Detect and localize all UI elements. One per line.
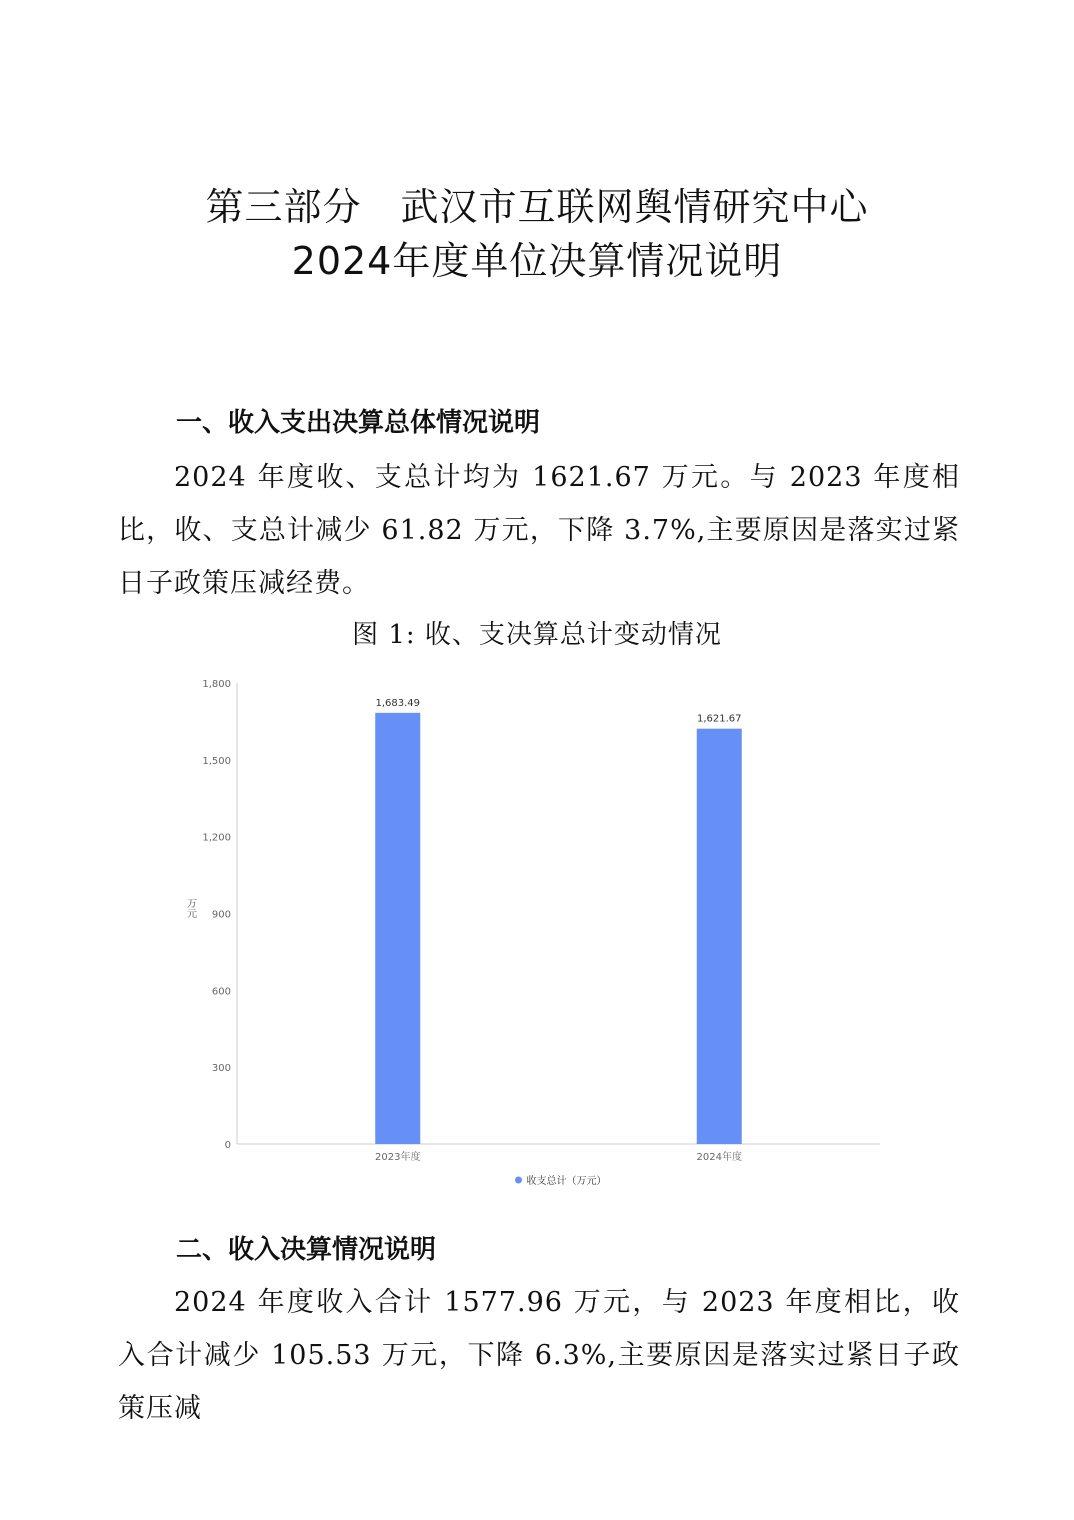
y-tick-label: 600 (211, 986, 231, 998)
bar-value-label: 1,683.49 (375, 697, 421, 709)
y-axis-label: 万元 (184, 898, 196, 918)
bar-chart (170, 668, 890, 1198)
bar-2023年度 (375, 713, 420, 1144)
section1-heading: 一、收入支出决算总体情况说明 (176, 408, 541, 438)
section2-paragraph: 2024 年度收入合计 1577.96 万元，与 2023 年度相比，收入合计减少 105.53 万元，下降 6.3%,主要原因是落实过紧日子政策压减 (118, 1287, 960, 1424)
bar-value-label: 1,621.67 (696, 713, 742, 725)
page-title: 第三部分 武汉市互联网舆情研究中心 (205, 185, 869, 229)
y-tick-label: 1,200 (202, 832, 231, 844)
y-tick-label: 900 (211, 909, 231, 921)
x-tick-label: 2024年度 (696, 1152, 742, 1163)
bar-2024年度 (697, 729, 742, 1144)
figure-caption: 图 1: 收、支决算总计变动情况 (352, 620, 722, 650)
y-tick-label: 0 (224, 1140, 231, 1151)
y-tick-label: 1,500 (202, 755, 231, 767)
section2-heading: 二、收入决算情况说明 (176, 1235, 437, 1265)
y-tick-label: 300 (211, 1063, 231, 1075)
x-tick-label: 2023年度 (375, 1152, 421, 1163)
section1-paragraph: 2024 年度收、支总计均为 1621.67 万元。与 2023 年度相比，收、支总计减少 61.82 万元，下降 3.7%,主要原因是落实过紧日子政策压减经费。 (118, 462, 960, 599)
legend-marker (515, 1177, 522, 1184)
legend-label: 收支总计（万元） (526, 1176, 607, 1187)
page-subtitle: 2024年度单位决算情况说明 (291, 239, 783, 283)
y-tick-label: 1,800 (202, 679, 231, 690)
